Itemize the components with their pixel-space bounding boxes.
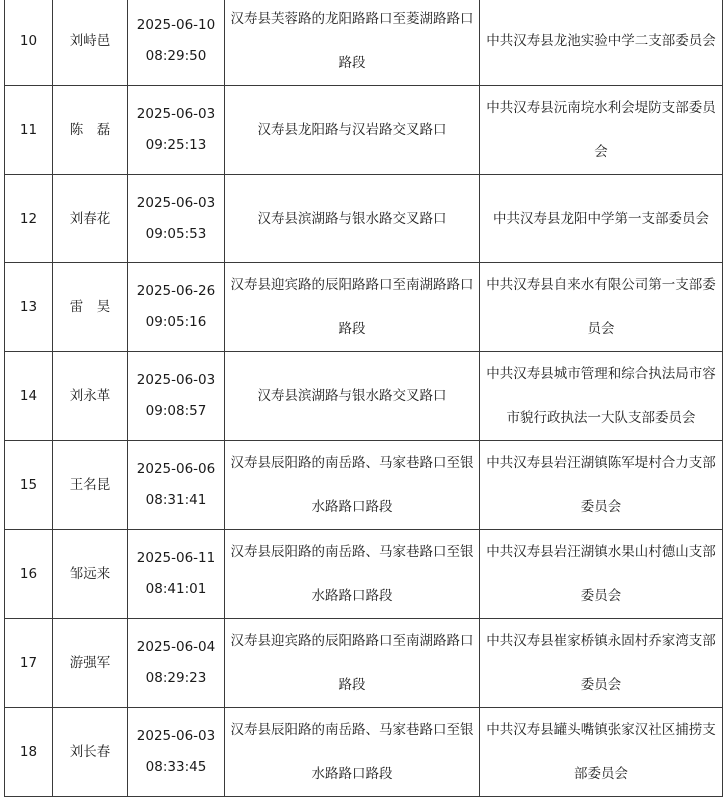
party-branch	[480, 263, 723, 352]
violation-location	[225, 0, 480, 86]
party-branch-text: 中共汉寿县崔家桥镇永固村乔家湾支部委员会	[486, 633, 716, 693]
location-text: 汉寿县滨湖路与银水路交叉路口	[257, 388, 447, 404]
violation-time: 09:05:16	[145, 314, 207, 330]
party-branch-text: 中共汉寿县罐头嘴镇张家汉社区捕捞支部委员会	[486, 722, 716, 782]
violations-table	[4, 0, 723, 797]
violation-date: 2025-06-03	[136, 728, 216, 744]
violation-time: 09:05:53	[145, 225, 207, 242]
table-row	[5, 0, 723, 86]
violation-location	[225, 708, 480, 797]
row-number: 18	[5, 708, 53, 797]
party-branch-text: 中共汉寿县城市管理和综合执法局市容市貌行政执法一大队支部委员会	[486, 366, 716, 426]
row-number: 17	[5, 619, 53, 708]
violation-datetime	[128, 86, 225, 175]
location-text: 汉寿县辰阳路的南岳路、马家巷路口至银水路路口路段	[230, 455, 474, 515]
location-text: 汉寿县辰阳路的南岳路、马家巷路口至银水路路口路段	[230, 722, 474, 782]
location-text: 汉寿县龙阳路与汉岩路交叉路口	[257, 122, 447, 138]
violation-date: 2025-06-10	[136, 17, 216, 33]
violation-location	[225, 441, 480, 530]
violation-time: 09:25:13	[145, 137, 207, 153]
person-name: 游强军	[53, 619, 128, 708]
violation-datetime	[128, 530, 225, 619]
violation-date: 2025-06-03	[136, 106, 216, 122]
violation-date: 2025-06-03	[136, 372, 216, 388]
party-branch	[480, 441, 723, 530]
row-number: 16	[5, 530, 53, 619]
violation-datetime	[128, 352, 225, 441]
violation-location	[225, 352, 480, 441]
violation-datetime	[128, 263, 225, 352]
violation-location	[225, 530, 480, 619]
party-branch-text: 中共汉寿县龙阳中学第一支部委员会	[493, 210, 709, 227]
violation-datetime	[128, 619, 225, 708]
violation-date: 2025-06-04	[136, 639, 216, 655]
table-row	[5, 352, 723, 441]
violation-time: 09:08:57	[145, 403, 207, 419]
table-row	[5, 619, 723, 708]
violation-time: 08:29:50	[145, 48, 207, 64]
violation-datetime	[128, 0, 225, 86]
party-branch	[480, 530, 723, 619]
person-name: 刘长春	[53, 708, 128, 797]
table-row	[5, 263, 723, 352]
party-branch	[480, 708, 723, 797]
violation-location	[225, 263, 480, 352]
party-branch-text: 中共汉寿县岩汪湖镇水果山村德山支部委员会	[486, 544, 716, 604]
party-branch	[480, 175, 723, 263]
party-branch-text: 中共汉寿县自来水有限公司第一支部委员会	[486, 277, 716, 337]
party-branch	[480, 0, 723, 86]
violation-time: 08:41:01	[145, 581, 207, 597]
party-branch	[480, 352, 723, 441]
violation-time: 08:33:45	[145, 759, 207, 775]
location-text: 汉寿县迎宾路的辰阳路路口至南湖路路口路段	[230, 277, 474, 337]
party-branch	[480, 619, 723, 708]
row-number: 13	[5, 263, 53, 352]
row-number: 12	[5, 175, 53, 263]
table-row	[5, 441, 723, 530]
party-branch-text: 中共汉寿县沅南垸水利会堤防支部委员会	[486, 100, 716, 160]
person-name: 王名昆	[53, 441, 128, 530]
person-name: 邹远来	[53, 530, 128, 619]
violation-date: 2025-06-03	[136, 194, 216, 211]
person-name: 陈 磊	[53, 86, 128, 175]
person-name: 雷 昊	[53, 263, 128, 352]
violation-time: 08:31:41	[145, 492, 207, 508]
violation-datetime	[128, 708, 225, 797]
row-number: 11	[5, 86, 53, 175]
violation-location	[225, 619, 480, 708]
row-number: 10	[5, 0, 53, 86]
person-name: 刘春花	[53, 175, 128, 263]
table-row	[5, 86, 723, 175]
table-row	[5, 530, 723, 619]
violation-datetime	[128, 441, 225, 530]
person-name: 刘峙邑	[53, 0, 128, 86]
location-text: 汉寿县芙蓉路的龙阳路路口至菱湖路路口路段	[230, 11, 474, 71]
table-row	[5, 708, 723, 797]
table-row	[5, 175, 723, 263]
location-text: 汉寿县滨湖路与银水路交叉路口	[257, 210, 447, 227]
violation-date: 2025-06-11	[136, 550, 216, 566]
location-text: 汉寿县辰阳路的南岳路、马家巷路口至银水路路口路段	[230, 544, 474, 604]
row-number: 14	[5, 352, 53, 441]
violation-date: 2025-06-26	[136, 283, 216, 299]
party-branch	[480, 86, 723, 175]
location-text: 汉寿县迎宾路的辰阳路路口至南湖路路口路段	[230, 633, 474, 693]
party-branch-text: 中共汉寿县岩汪湖镇陈军堤村合力支部委员会	[486, 455, 716, 515]
person-name: 刘永革	[53, 352, 128, 441]
violation-date: 2025-06-06	[136, 461, 216, 477]
violation-location	[225, 86, 480, 175]
party-branch-text: 中共汉寿县龙池实验中学二支部委员会	[486, 33, 716, 49]
table-body	[5, 0, 723, 797]
violation-time: 08:29:23	[145, 670, 207, 686]
violation-location	[225, 175, 480, 263]
violation-datetime	[128, 175, 225, 263]
row-number: 15	[5, 441, 53, 530]
